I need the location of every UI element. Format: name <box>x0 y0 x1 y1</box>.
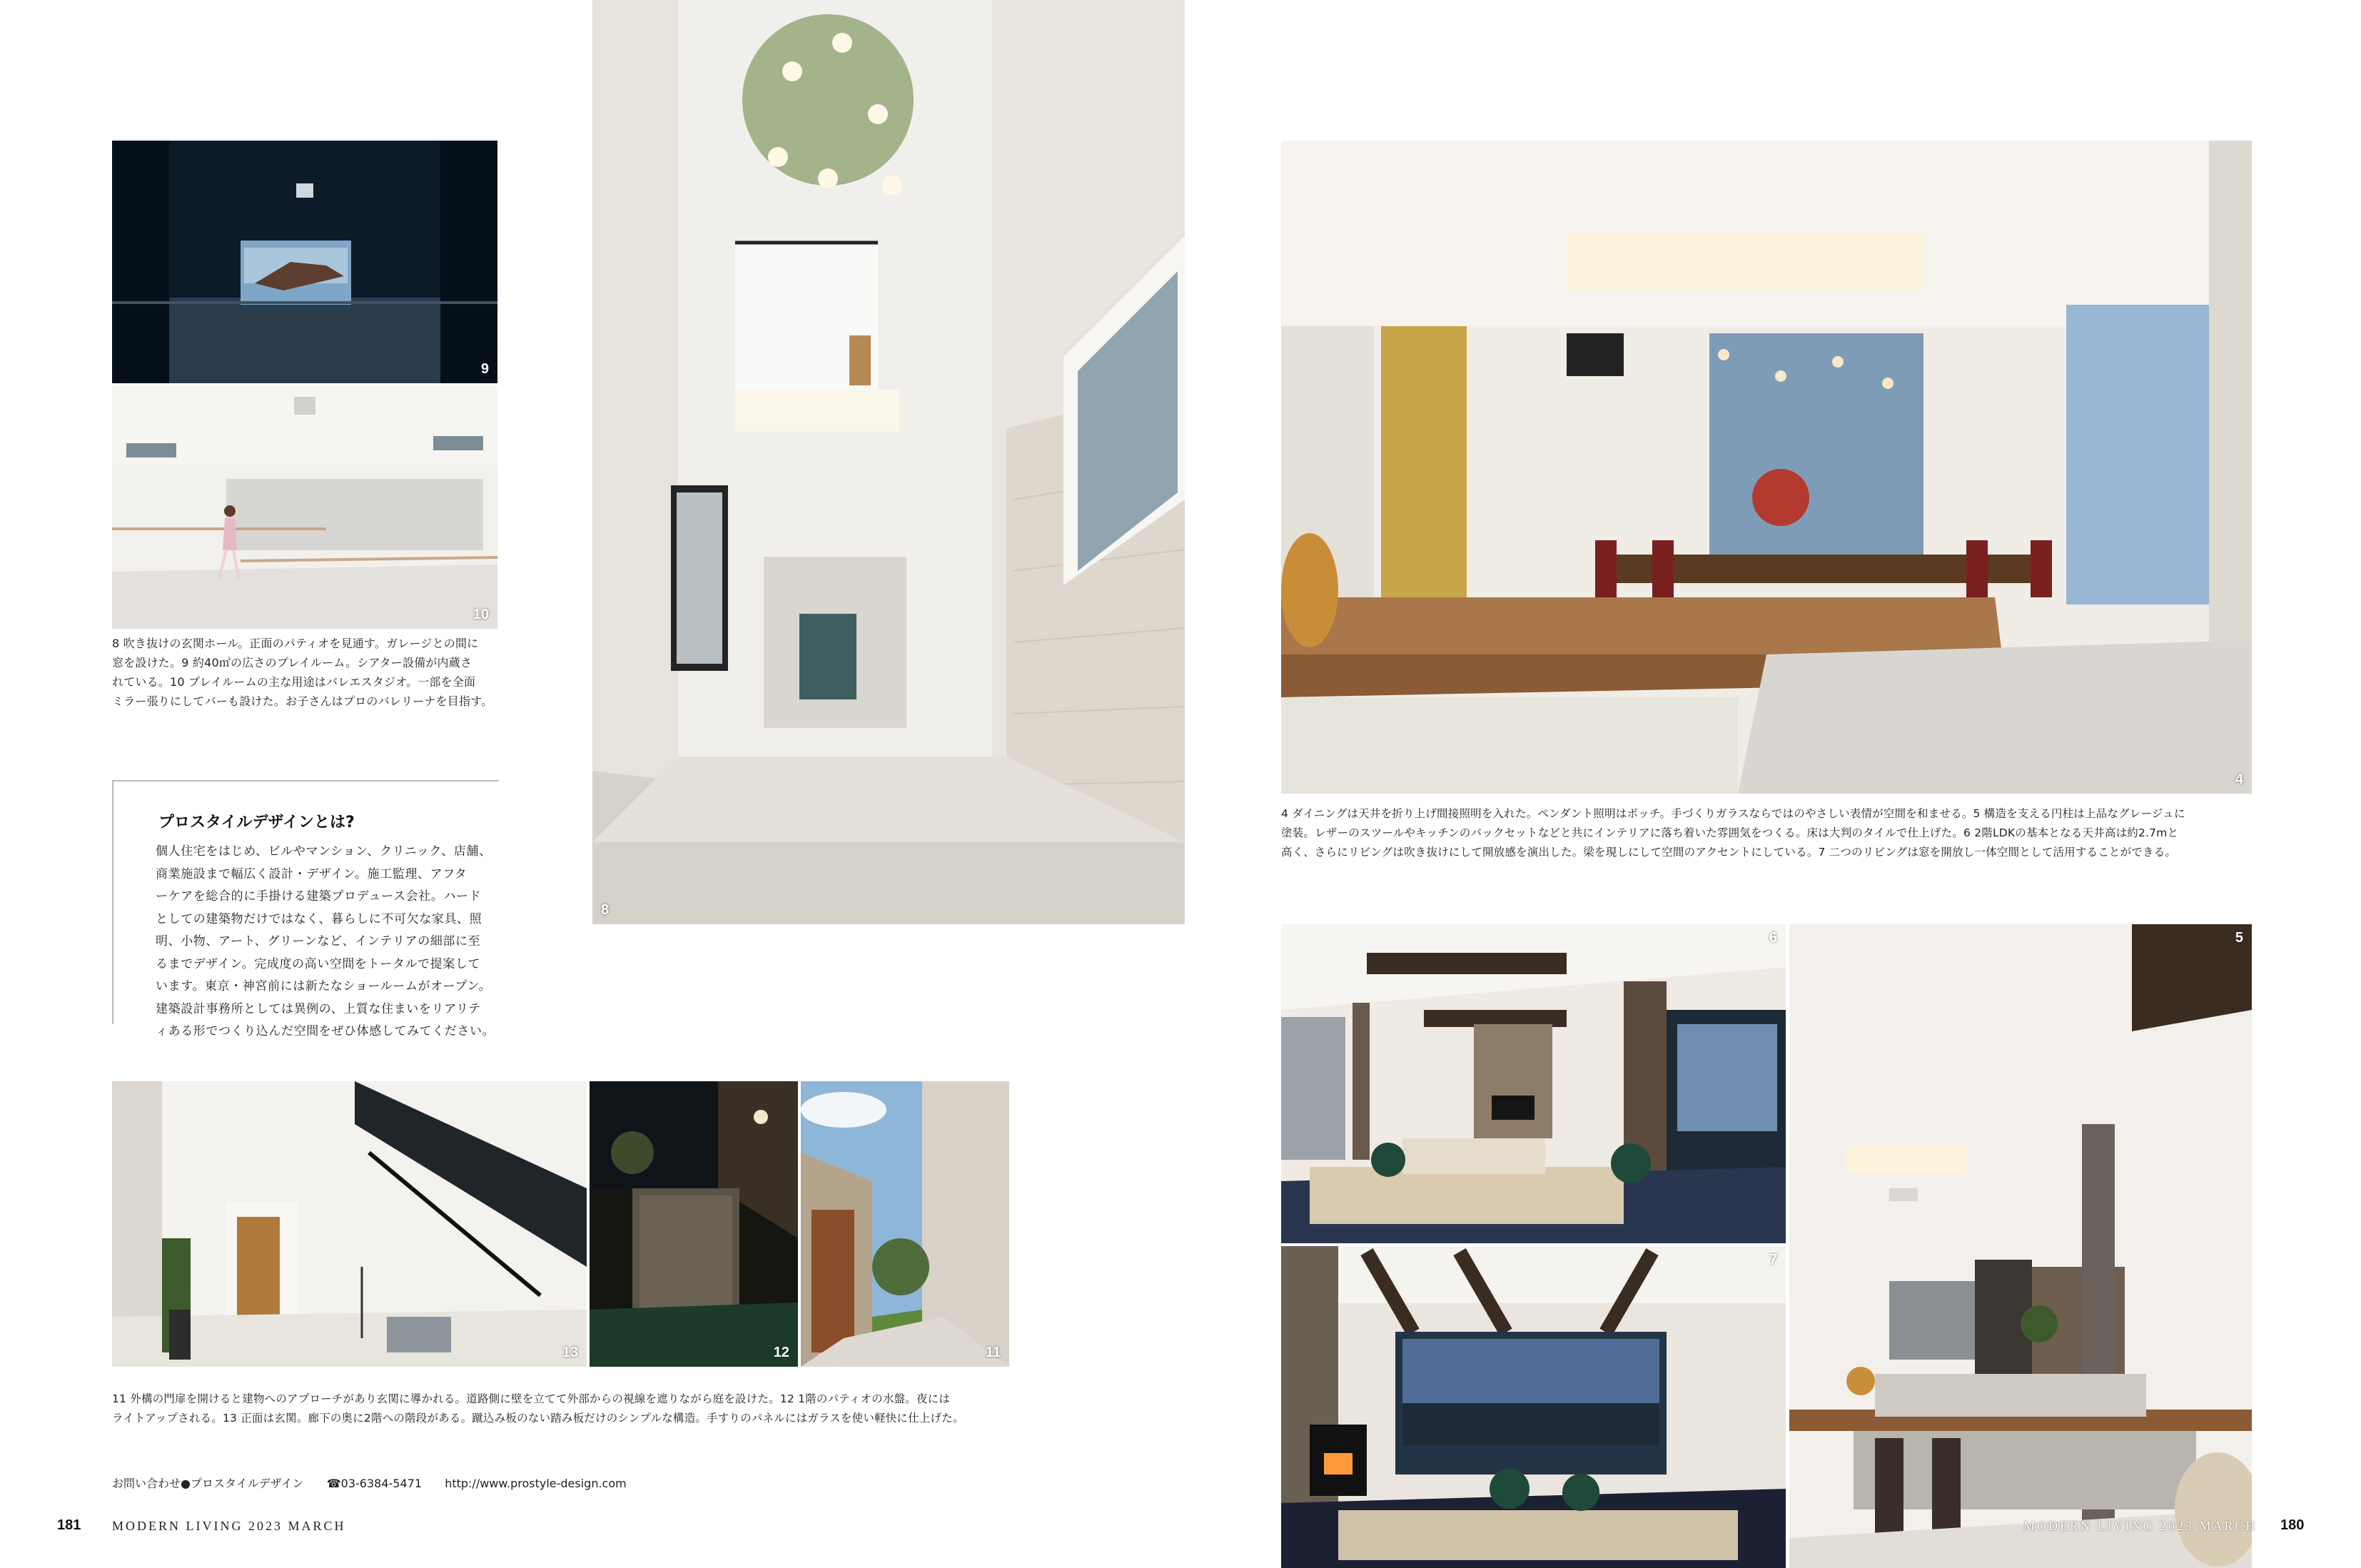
photo-number: 13 <box>562 1345 578 1360</box>
magazine-footer-right: MODERN LIVING 2023 MARCH <box>2023 1519 2258 1533</box>
info-box-line: 個人住宅をはじめ、ビルやマンション、クリニック、店舗、 <box>156 844 492 859</box>
photo-number: 10 <box>472 607 489 622</box>
page-number-left: 181 <box>57 1517 81 1533</box>
info-box-title: プロスタイルデザインとは? <box>158 814 355 831</box>
info-box-line: としての建築物だけではなく、暮らしに不可欠な家具、照 <box>156 911 482 926</box>
photo-11-approach <box>801 1081 1009 1367</box>
page-number-right: 180 <box>2280 1517 2305 1533</box>
info-box-line: 建築設計事務所としては異例の、上質な住まいをリアリテ <box>156 1001 481 1016</box>
info-box-line: 明、小物、アート、グリーンなど、インテリアの細部に至 <box>156 934 481 949</box>
photo-number: 4 <box>2235 772 2243 787</box>
contact-phone: ☎03-6384-5471 <box>326 1477 422 1490</box>
photo-5-kitchen-column <box>1789 924 2252 1568</box>
photo-number: 7 <box>1769 1252 1777 1268</box>
caption-line: 11 外構の門扉を開けると建物へのアプローチがあり玄関に導かれる。道路側に壁を立てて外部からの視線を遮りながら庭を設けた。12 1階のパティオの水盤。夜には <box>112 1392 951 1405</box>
photo-4-dining <box>1281 141 2252 794</box>
info-box-line: います。東京・神宮前には新たなショールームがオープン。 <box>156 979 492 993</box>
magazine-footer-left: MODERN LIVING 2023 MARCH <box>112 1519 346 1533</box>
caption-line: 8 吹き抜けの玄関ホール。正面のパティオを見通す。ガレージとの間に <box>112 637 479 650</box>
caption-line: 4 ダイニングは天井を折り上げ間接照明を入れた。ペンダント照明はボッチ。手づくりガラスならではのやさしい表情が空間を和ませる。5 構造を支える円柱は上品なグレージュに <box>1281 807 2185 820</box>
caption-photos-11-13 <box>112 1390 1018 1428</box>
contact-line <box>112 1475 627 1491</box>
photo-number: 9 <box>480 361 489 377</box>
caption-photos-4-7 <box>1281 804 2255 862</box>
caption-line: ライトアップされる。13 正面は玄関。廊下の奥に2階への階段がある。蹴込み板のない踏み板だけのシンプルな構造。手すりのパネルにはガラスを使い軽快に仕上げた。 <box>112 1412 964 1425</box>
info-box-body <box>156 841 498 1043</box>
caption-line: 高く、さらにリビングは吹き抜けにして開放感を演出した。梁を現しにして空間のアクセントにしている。7 二つのリビングは窓を開放し一体空間として活用することができる。 <box>1281 846 2177 859</box>
info-box-line: 商業施設まで幅広く設計・デザイン。施工監理、アフタ <box>156 866 467 881</box>
photo-number: 5 <box>2235 930 2243 946</box>
photo-number: 11 <box>985 1345 1001 1360</box>
contact-label: お問い合わせ●プロスタイルデザイン <box>112 1477 304 1490</box>
caption-line: れている。10 プレイルームの主な用途はバレエスタジオ。一部を全面 <box>112 675 476 689</box>
photo-10-ballet-studio <box>112 386 497 629</box>
info-box-line: ーケアを総合的に手掛ける建築プロデュース会社。ハード <box>156 889 482 904</box>
photo-9-theater-room <box>112 141 497 383</box>
photo-7-living-dusk <box>1281 1246 1786 1568</box>
photo-6-living-room <box>1281 924 1786 1243</box>
caption-line: 窓を設けた。9 約40㎡の広さのプレイルーム。シアター設備が内蔵さ <box>112 656 472 669</box>
photo-number: 8 <box>601 902 610 918</box>
photo-12-water-patio <box>590 1081 798 1367</box>
photo-number: 6 <box>1769 930 1777 946</box>
photo-8-entrance-hall <box>592 0 1185 924</box>
info-box-line: るまでデザイン。完成度の高い空間をトータルで提案して <box>156 956 481 971</box>
caption-line: 塗装。レザーのスツールやキッチンのバックセットなどと共にインテリアに落ち着いた雰囲気をつくる。床は大判のタイルで仕上げた。6 2階LDKの基本となる天井高は約2.7mと <box>1281 826 2179 839</box>
photo-number: 12 <box>773 1345 789 1360</box>
contact-url[interactable]: http://www.prostyle-design.com <box>445 1477 627 1490</box>
caption-line: ミラー張りにしてバーも設けた。お子さんはプロのバレリーナを目指す。 <box>112 694 493 708</box>
photo-13-stair-hallway <box>112 1081 587 1367</box>
caption-photos-8-10 <box>112 634 501 711</box>
info-box-line: ィある形でつくり込んだ空間をぜひ体感してみてください。 <box>156 1024 495 1038</box>
